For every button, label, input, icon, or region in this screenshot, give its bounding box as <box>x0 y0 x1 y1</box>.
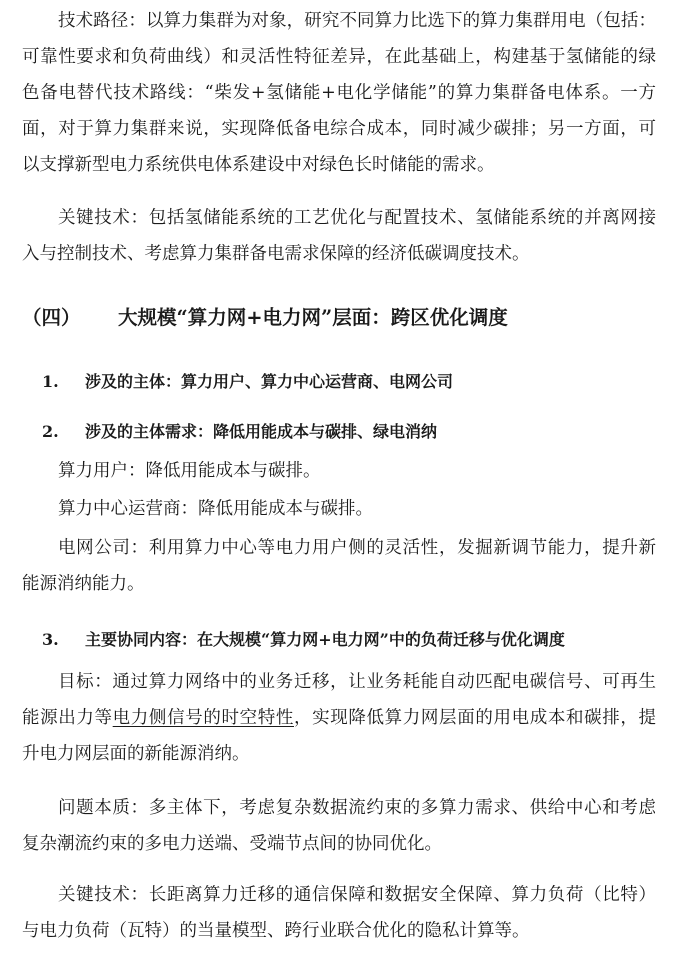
text-line: 算力用户：降低用能成本与碳排。 <box>58 461 321 481</box>
underlined-text: 电力侧信号的时空特性 <box>112 708 294 728</box>
text-line: 面，对于算力集群来说，实现降低备电综合成本，同时减少碳排；另一方面，可 <box>22 119 656 139</box>
text-line <box>22 707 656 729</box>
item-text: 主要协同内容：在大规模“算力网+电力网”中的负荷迁移与优化调度 <box>85 630 565 649</box>
section-heading <box>22 305 508 331</box>
text-line: 色备电替代技术路线：“柴发+氢储能+电化学储能”的算力集群备电体系。一方 <box>22 83 656 103</box>
text-segment: ，实现降低算力网层面的用电成本和碳排，提 <box>294 708 657 728</box>
numbered-item <box>42 371 453 393</box>
text-line: 可靠性要求和负荷曲线）和灵活性特征差异，在此基础上，构建基于氢储能的绿 <box>22 47 656 67</box>
text-line: 算力中心运营商：降低用能成本与碳排。 <box>58 499 373 519</box>
text-line: 复杂潮流约束的多电力送端、受端节点间的协同优化。 <box>22 834 442 854</box>
text-line: 升电力网层面的新能源消纳。 <box>22 744 250 764</box>
text-line: 与电力负荷（瓦特）的当量模型、跨行业联合优化的隐私计算等。 <box>22 921 530 941</box>
text-segment: 能源出力等 <box>22 708 113 728</box>
item-number: 2. <box>42 422 59 441</box>
text-line: 目标：通过算力网络中的业务迁移，让业务耗能自动匹配电碳信号、可再生 <box>58 672 656 692</box>
section-title: 大规模“算力网+电力网”层面：跨区优化调度 <box>118 306 508 329</box>
item-text: 涉及的主体需求：降低用能成本与碳排、绿电消纳 <box>85 422 438 441</box>
text-line: 能源消纳能力。 <box>22 574 145 594</box>
section-number: （四） <box>22 306 81 329</box>
text-line: 关键技术：长距离算力迁移的通信保障和数据安全保障、算力负荷（比特） <box>58 885 656 905</box>
item-number: 1. <box>42 372 59 391</box>
item-number: 3. <box>42 630 59 649</box>
text-line: 电网公司：利用算力中心等电力用户侧的灵活性，发掘新调节能力，提升新 <box>58 538 656 558</box>
text-line: 关键技术：包括氢储能系统的工艺优化与配置技术、氢储能系统的并离网接 <box>58 208 656 228</box>
item-text: 涉及的主体：算力用户、算力中心运营商、电网公司 <box>85 372 454 391</box>
text-line: 入与控制技术、考虑算力集群备电需求保障的经济低碳调度技术。 <box>22 244 530 264</box>
text-line: 问题本质：多主体下，考虑复杂数据流约束的多算力需求、供给中心和考虑 <box>58 798 656 818</box>
text-line: 以支撑新型电力系统供电体系建设中对绿色长时储能的需求。 <box>22 155 495 175</box>
text-line: 技术路径：以算力集群为对象，研究不同算力比选下的算力集群用电（包括： <box>58 11 656 31</box>
numbered-item <box>42 421 437 443</box>
numbered-item <box>42 629 565 651</box>
